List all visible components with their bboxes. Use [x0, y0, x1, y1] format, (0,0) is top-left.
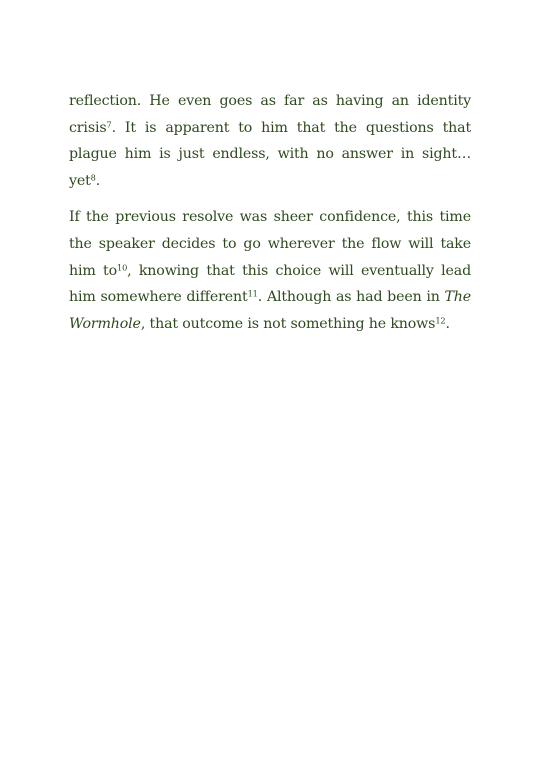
- body-text: [69, 88, 471, 347]
- text-run: . Although as had been in: [257, 289, 445, 306]
- paragraph-1: [69, 88, 471, 194]
- footnote-marker-12: 12: [435, 315, 446, 326]
- paragraph-2: [69, 204, 471, 337]
- text-run: . It is apparent to him that the questions that plague him is just endless, with no answer in sight… yet: [69, 119, 471, 189]
- footnote-marker-10: 10: [116, 262, 128, 273]
- footnote-marker-11: 11: [247, 288, 258, 299]
- footnote-marker-7: 7: [106, 119, 112, 130]
- text-run: reflection. He even goes as far as having an identity crisis: [69, 93, 471, 136]
- footnote-marker-8: 8: [90, 172, 96, 183]
- text-run: , that outcome is not something he knows: [140, 315, 436, 332]
- text-run: .: [445, 315, 450, 332]
- text-run: If the previous resolve was sheer confidence, this time the speaker decides to go wherever the flow will take him to: [69, 209, 471, 279]
- italic-title: The Wormhole: [69, 289, 472, 332]
- text-run: .: [95, 172, 101, 189]
- text-run: , knowing that this choice will eventually lead him somewhere different: [69, 262, 472, 306]
